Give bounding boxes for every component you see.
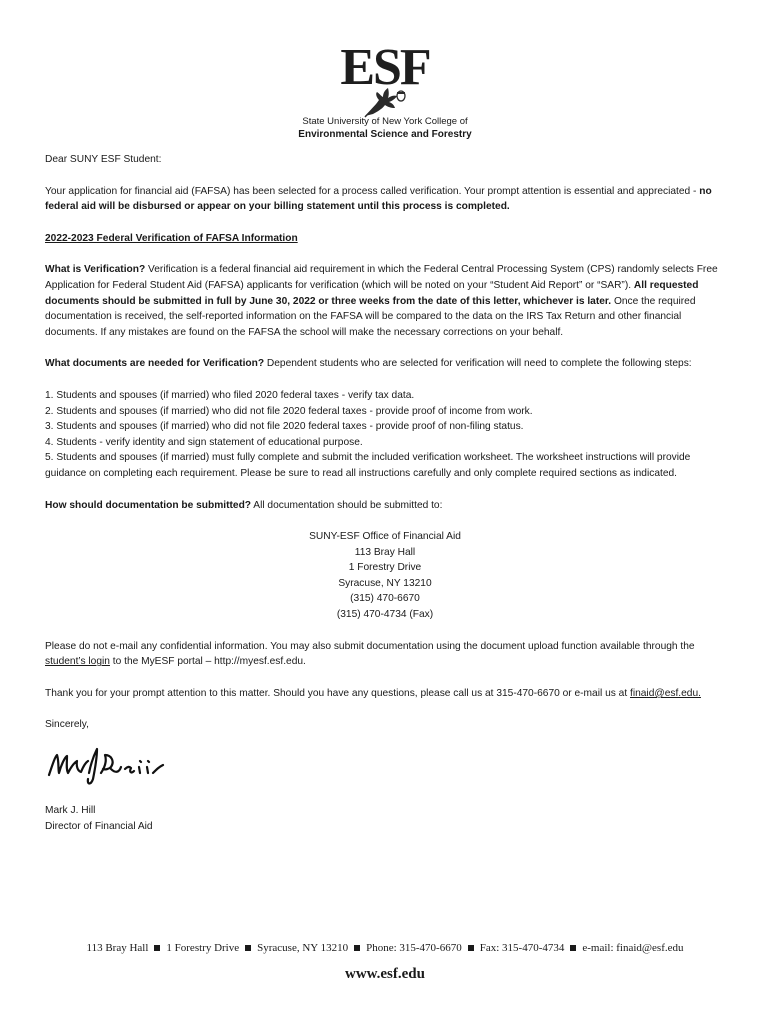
documents-paragraph [45, 356, 725, 372]
what-text-2: Once the required documentation is received, the self-reported information on the FAFSA will be compared to the data on the IRS Tax Return and other financial documents. If any mistakes are found on the FAFSA the school will make the necessary corrections on your behalf. [45, 295, 696, 338]
deadline-text: All requested documents should be submitted in full by June 30, 2022 or three weeks from the date of this letter, whichever is later. [45, 279, 699, 307]
finaid-email-link[interactable]: finaid@esf.edu. [630, 687, 701, 699]
signer-title: Director of Financial Aid [45, 820, 153, 832]
bullet-square-icon [154, 945, 160, 951]
oak-leaf-icon [361, 84, 411, 120]
intro-warning: no federal aid will be disbursed or appear on your billing statement until this process is completed. [45, 185, 712, 213]
address-office: SUNY-ESF Office of Financial Aid [309, 531, 461, 543]
footer-fax: Fax: 315-470-4734 [479, 942, 565, 954]
mailing-address [45, 529, 725, 623]
step-1: 1. Students and spouses (if married) who filed 2020 federal taxes - verify tax data. [45, 389, 415, 401]
bullet-square-icon [245, 945, 251, 951]
step-3: 3. Students and spouses (if married) who did not file 2020 federal taxes - provide proof of non-filing status. [45, 421, 524, 433]
email-note-paragraph [45, 639, 725, 670]
footer-phone: Phone: 315-470-6670 [366, 942, 462, 954]
institution-line-1: State University of New York College of [302, 116, 468, 127]
letter-body [45, 152, 725, 834]
address-phone: (315) 470-6670 [350, 593, 420, 605]
step-5: 5. Students and spouses (if married) must fully complete and submit the included verification worksheet. The worksheet instructions will provide guidance on completing each requirement. Please be sure to read all instructions carefully and only complete required sections as indicated. [45, 452, 691, 479]
closing: Sincerely, [45, 719, 89, 731]
submission-paragraph [45, 498, 725, 514]
address-fax: (315) 470-4734 (Fax) [336, 609, 434, 621]
footer-street: 1 Forestry Drive [166, 942, 240, 954]
signature-image [45, 739, 195, 789]
section-heading: 2022-2023 Federal Verification of FAFSA Information [45, 232, 298, 244]
letterhead [0, 40, 770, 141]
address-street: 1 Forestry Drive [348, 562, 422, 574]
footer-email: e-mail: finaid@esf.edu [582, 942, 684, 954]
footer-address: 113 Bray Hall [86, 942, 149, 954]
what-is-verification-paragraph [45, 262, 725, 340]
email-note-text-1: Please do not e-mail any confidential information. You may also submit documentation using the document upload function available through the [45, 640, 695, 652]
what-text-1: Verification is a federal financial aid requirement in which the Federal Central Processing System (CPS) randomly selects Free Application for Federal Student Aid (FAFSA) applicants for verification (which will be noted on your “Student Aid Report” or “SAR”). [45, 264, 718, 291]
address-city: Syracuse, NY 13210 [338, 577, 432, 589]
bullet-square-icon [354, 945, 360, 951]
intro-paragraph [45, 184, 725, 215]
footer-city: Syracuse, NY 13210 [257, 942, 349, 954]
what-label: What is Verification? [45, 264, 146, 276]
step-2: 2. Students and spouses (if married) who did not file 2020 federal taxes - provide proof of income from work. [45, 405, 533, 417]
intro-text: Your application for financial aid (FAFSA) has been selected for a process called verification. Your prompt attention is essential and appreciated - [45, 185, 700, 197]
salutation: Dear SUNY ESF Student: [45, 154, 162, 165]
logo-text: ESF [340, 39, 430, 96]
how-label: How should documentation be submitted? [45, 499, 252, 511]
how-text: All documentation should be submitted to: [251, 499, 443, 511]
thanks-text: Thank you for your prompt attention to this matter. Should you have any questions, please call us at 315-470-6670 or e-mail us at [45, 687, 630, 699]
institution-line-2: Environmental Science and Forestry [298, 129, 472, 140]
docs-text: Dependent students who are selected for verification will need to complete the following steps: [264, 358, 692, 370]
signer-name: Mark J. Hill [45, 805, 96, 817]
step-4: 4. Students - verify identity and sign statement of educational purpose. [45, 436, 363, 448]
docs-label: What documents are needed for Verification? [45, 358, 265, 370]
student-login-link[interactable]: student’s login [45, 656, 110, 668]
address-building: 113 Bray Hall [354, 546, 416, 558]
bullet-square-icon [468, 945, 474, 951]
bullet-square-icon [570, 945, 576, 951]
thanks-paragraph [45, 686, 725, 702]
email-note-text-2: to the MyESF portal – http://myesf.esf.edu. [109, 656, 306, 668]
footer-website[interactable]: www.esf.edu [344, 966, 425, 982]
footer-contact-line [0, 942, 770, 954]
esf-logo [325, 40, 445, 120]
